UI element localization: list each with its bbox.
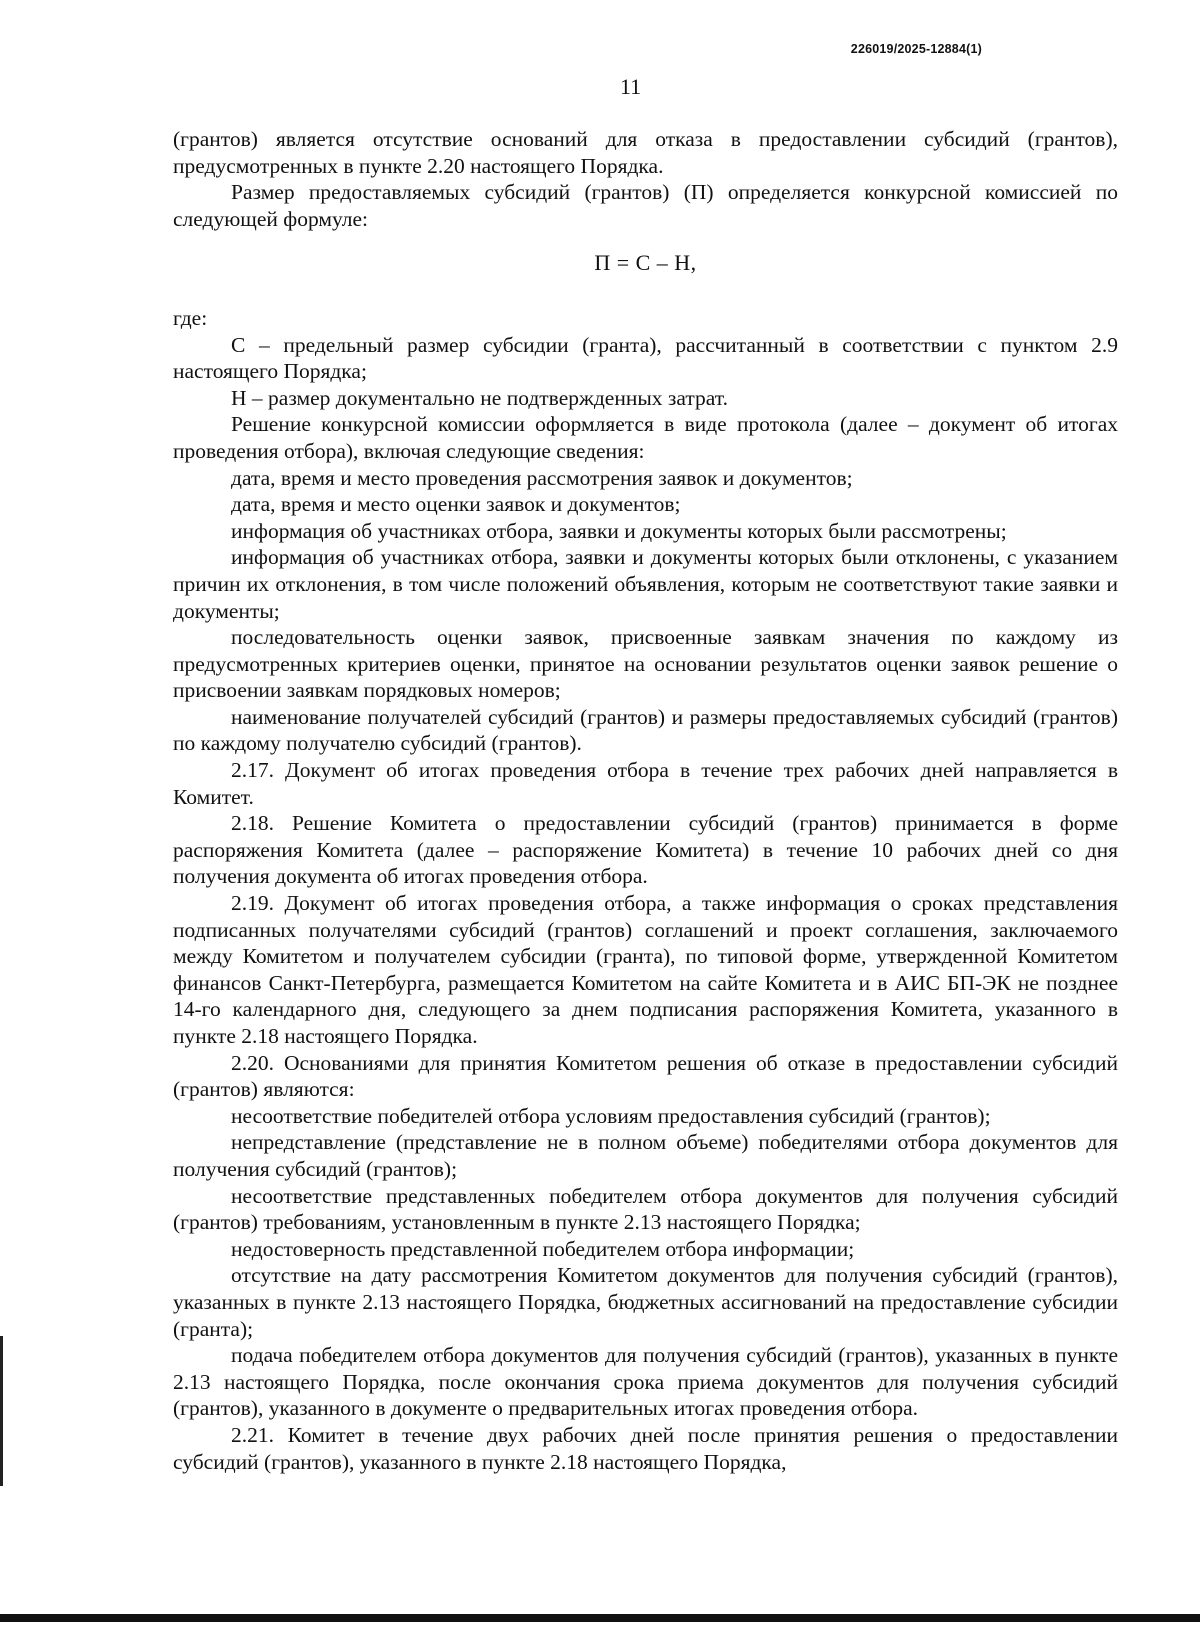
list-item: наименование получателей субсидий (грантов) и размеры предоставляемых субсидий (грантов) по каждому получателю субсидий (грантов). (173, 704, 1118, 756)
paragraph: С – предельный размер субсидии (гранта), рассчитанный в соответствии с пунктом 2.9 настоящего Порядка; (173, 332, 1118, 384)
list-item: дата, время и место проведения рассмотрения заявок и документов; (231, 465, 853, 490)
document-id: 226019/2025-12884(1) (850, 42, 982, 56)
list-item: информация об участниках отбора, заявки и документы которых были отклонены, с указанием причин их отклонения, в том числе положений объявления, которым не соответствуют такие заявки и документы; (173, 545, 1118, 623)
clause-2-17: 2.17. Документ об итогах проведения отбора в течение трех рабочих дней направляется в Комитет. (173, 758, 1118, 809)
list-item: непредставление (представление не в полном объеме) победителями отбора документов для получения субсидий (грантов); (173, 1130, 1118, 1181)
list-item: подача победителем отбора документов для получения субсидий (грантов), указанных в пункте 2.13 настоящего Порядка, после окончания срока приема документов для получения субсидий (грантов), указанного в документе о предварительных итогах проведения отбора. (173, 1343, 1118, 1421)
clause-2-21: 2.21. Комитет в течение двух рабочих дней после принятия решения о предоставлении субсидий (грантов), указанного в пункте 2.18 настоящего Порядка, (173, 1422, 1118, 1474)
paragraph: где: (173, 305, 208, 330)
scan-bottom-edge (0, 1614, 1200, 1622)
scan-margin-mark (0, 1336, 3, 1486)
page-number: 11 (620, 74, 642, 99)
clause-2-20: 2.20. Основаниями для принятия Комитетом решения об отказе в предоставлении субсидий (грантов) являются: (173, 1050, 1118, 1102)
list-item: недостоверность представленной победителем отбора информации; (231, 1236, 855, 1261)
clause-2-19: 2.19. Документ об итогах проведения отбора, а также информация о сроках представления подписанных получателями субсидий (грантов) соглашений и проект соглашения, заключаемого между Комитетом и получателем субсидии (гранта), по типовой форме, утвержденной Комитетом финансов Санкт-Петербурга, размещается Комитетом на сайте Комитета и в АИС БП-ЭК не позднее 14-го календарного дня, следующего за днем подписания распоряжения Комитета, указанного в пункте 2.18 настоящего Порядка. (173, 891, 1118, 1048)
list-item: информация об участниках отбора, заявки и документы которых были рассмотрены; (231, 518, 1007, 543)
paragraph: Н – размер документально не подтвержденных затрат. (231, 385, 728, 410)
paragraph: (грантов) является отсутствие оснований для отказа в предоставлении субсидий (грантов), предусмотренных в пункте 2.20 настоящего Порядка. (173, 127, 1118, 178)
list-item: дата, время и место оценки заявок и документов; (231, 492, 681, 517)
list-item: несоответствие победителей отбора условиям предоставления субсидий (грантов); (231, 1103, 991, 1128)
list-item: отсутствие на дату рассмотрения Комитетом документов для получения субсидий (грантов), указанных в пункте 2.13 настоящего Порядка, бюджетных ассигнований на предоставление субсидии (гранта); (173, 1263, 1118, 1341)
list-item: последовательность оценки заявок, присвоенные заявкам значения по каждому из предусмотренных критериев оценки, принятое на основании результатов оценки заявок решение о присвоении заявкам порядковых номеров; (173, 625, 1118, 703)
clause-2-18: 2.18. Решение Комитета о предоставлении субсидий (грантов) принимается в форме распоряжения Комитета (далее – распоряжение Комитета) в течение 10 рабочих дней со дня получения документа об итогах проведения отбора. (173, 811, 1118, 889)
list-item: несоответствие представленных победителем отбора документов для получения субсидий (грантов) требованиям, установленным в пункте 2.13 настоящего Порядка; (173, 1183, 1118, 1235)
paragraph: Решение конкурсной комиссии оформляется в виде протокола (далее – документ об итогах проведения отбора), включая следующие сведения: (173, 412, 1118, 463)
paragraph: Размер предоставляемых субсидий (грантов) (П) определяется конкурсной комиссией по следующей формуле: (173, 180, 1118, 231)
document-body (173, 126, 1118, 1475)
formula: П = С – Н, (594, 250, 697, 276)
